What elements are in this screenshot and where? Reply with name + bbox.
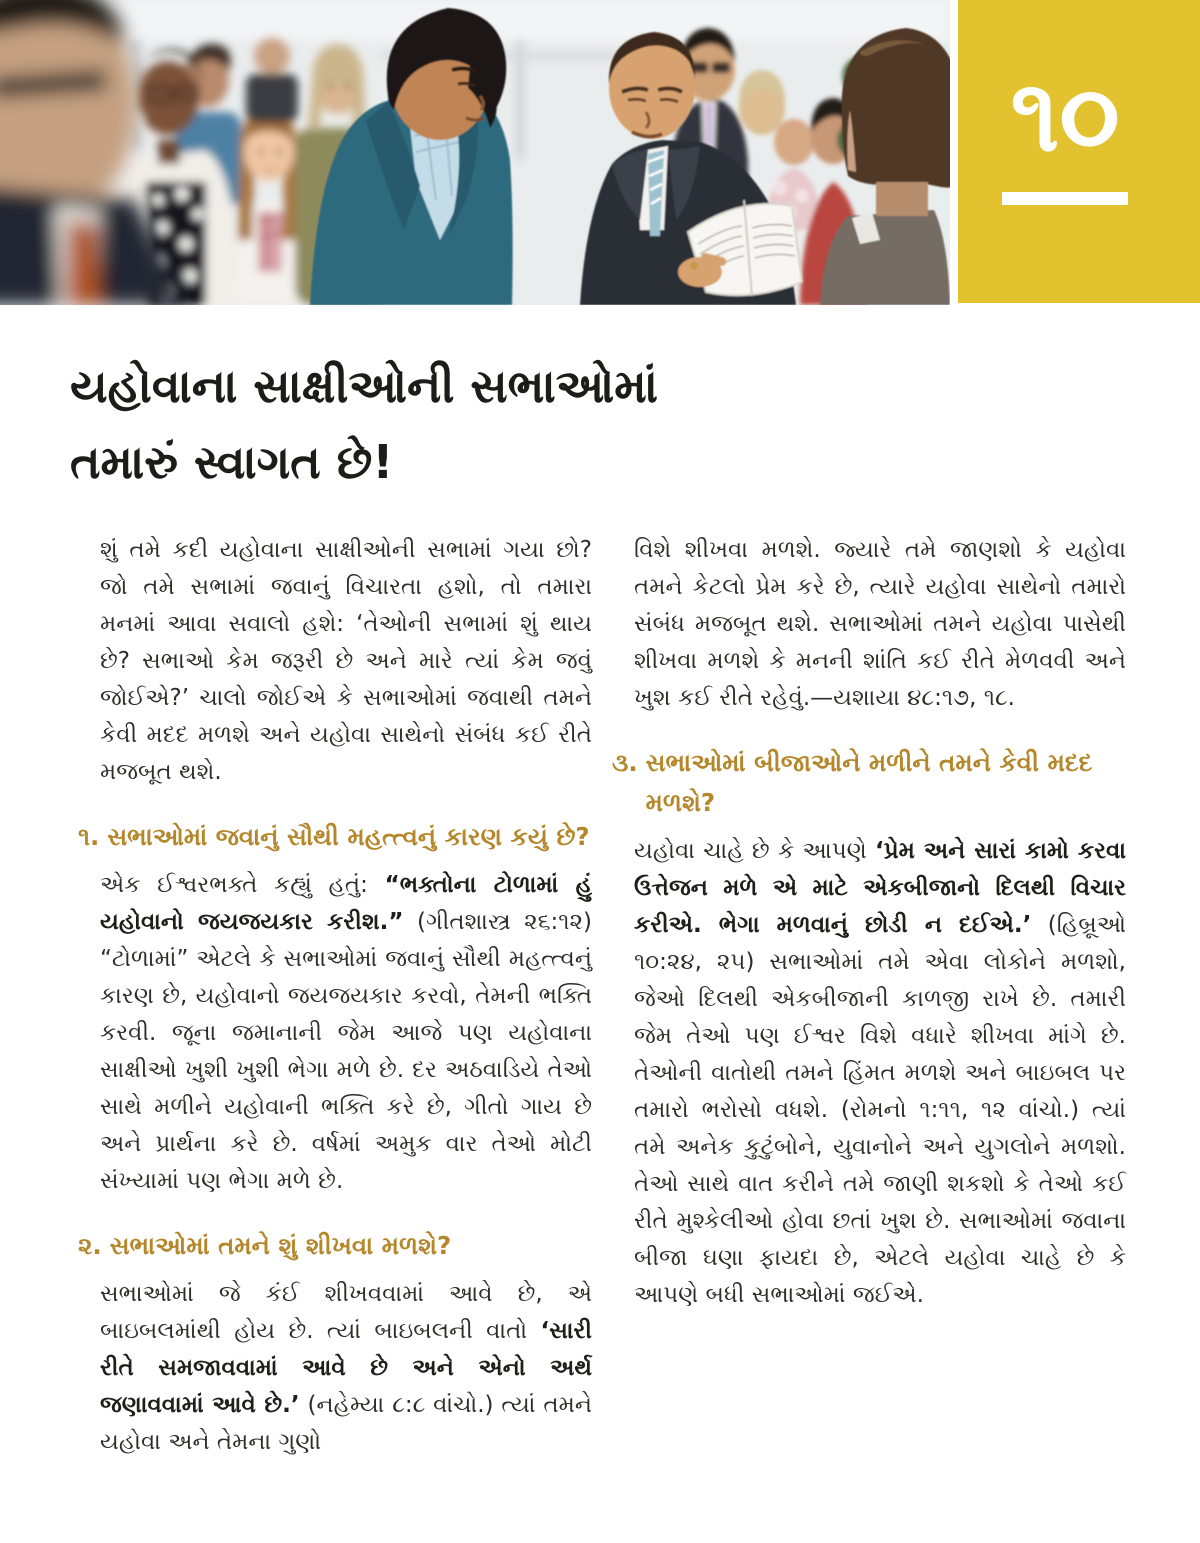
lesson-number: ૧૦ (1010, 57, 1120, 174)
paragraph-text: શું તમે કદી યહોવાના સાક્ષીઓની સભામાં ગયા છો? જો તમે સભામાં જવાનું વિચારતા હશો, તો તમારા મનમાં આવા સવાલો હશે: ‘તેઓની સભામાં શું થાય છે? સભાઓ કેમ જરૂરી છે અને મારે ત્યાં કેમ જવું જોઈએ?’ ચાલો જોઈએ કે સભાઓમાં જવાથી તમને કેવી મદદ મળશે અને યહોવા સાથેનો સંબંધ કઈ રીતે મજબૂત થશે. (100, 537, 592, 785)
section-number: ૨. (78, 1231, 102, 1260)
body-paragraph (634, 532, 1126, 717)
right-column (612, 532, 1126, 1314)
blonde-woman (739, 70, 785, 135)
intro-paragraph (100, 532, 592, 791)
bold-scripture-quote: ‘સારી રીતે સમજાવવામાં આવે છે અને એનો અર્થ જણાવવામાં આવે છે.’ (100, 1318, 592, 1418)
section-number: ૩. (612, 748, 638, 777)
paragraph-text: વિશે શીખવા મળશે. જ્યારે તમે જાણશો કે યહોવા તમને કેટલો પ્રેમ કરે છે, ત્યારે યહોવા સાથેનો તમારો સંબંધ મજબૂત થશે. સભાઓમાં તમને યહોવા પાસેથી શીખવા મળશે કે મનની શાંતિ કઈ રીતે મેળવવી અને ખુશ કઈ રીતે રહેવું.—યશાયા ૪૮:૧૭, ૧૮. (634, 537, 1126, 711)
body-paragraph (100, 1276, 592, 1461)
paragraph-text: (નહેમ્યા ૮:૮ વાંચો.) ત્યાં તમને યહોવા અને તેમના ગુણો (100, 1392, 592, 1455)
section-heading-text: સભાઓમાં જવાનું સૌથી મહત્ત્વનું કારણ કયું છે? (107, 822, 590, 851)
bold-scripture-quote: “ભક્તોના ટોળામાં હું યહોવાનો જયજયકાર કરીશ.” (100, 872, 592, 935)
body-paragraph (634, 833, 1126, 1314)
paragraph-text: (ગીતશાસ્ત્ર ૨૬:૧૨) “ટોળામાં” એટલે કે સભાઓમાં જવાનું સૌથી મહત્ત્વનું કારણ છે, યહોવાનો જયજયકાર કરવો, તેમની ભક્તિ કરવી. જૂના જમાનાની જેમ આજે પણ યહોવાના સાક્ષીઓ ખુશી ખુશી ભેગા મળે છે. દર અઠવાડિયે તેઓ સાથે મળીને યહોવાની ભક્તિ કરે છે, ગીતો ગાય છે અને પ્રાર્થના કરે છે. વર્ષમાં અમુક વાર તેઓ મોટી સંખ્યામાં પણ ભેગા મળે છે. (100, 909, 592, 1194)
section-heading (612, 743, 1126, 823)
bold-scripture-quote: ‘પ્રેમ અને સારાં કામો કરવા ઉત્તેજન મળે એ માટે એકબીજાનો દિલથી વિચાર કરીએ. ભેગા મળવાનું છોડી ન દઈએ.’ (634, 838, 1126, 938)
paragraph-text: યહોવા ચાહે છે કે આપણે (634, 838, 875, 864)
section-number: ૧. (78, 822, 100, 851)
section-heading (78, 1226, 592, 1266)
body-paragraph (100, 867, 592, 1200)
paragraph-text: એક ઈશ્વરભક્તે કહ્યું હતું: (100, 872, 385, 898)
section-heading-text: સભાઓમાં તમને શું શીખવા મળશે? (109, 1231, 452, 1260)
page-title (70, 348, 930, 500)
title-line-2: તમારું સ્વાગત છે! (70, 435, 394, 489)
lesson-badge (958, 0, 1200, 303)
paragraph-text: સભાઓમાં જે કંઈ શીખવવામાં આવે છે, એ બાઇબલમાંથી હોય છે. ત્યાં બાઇબલની વાતો (100, 1281, 592, 1344)
lesson-number-underline (1002, 192, 1128, 205)
congregation-photo (0, 0, 950, 305)
title-line-1: યહોવાના સાક્ષીઓની સભાઓમાં (70, 359, 658, 413)
section-heading-text: સભાઓમાં બીજાઓને મળીને તમને કેવી મદદ મળશે? (645, 748, 1093, 817)
paragraph-text: (હિબ્રૂઓ ૧૦:૨૪, ૨૫) સભાઓમાં તમે એવા લોકોને મળશો, જેઓ દિલથી એકબીજાની કાળજી રાખે છે. તમારી જેમ તેઓ પણ ઈશ્વર વિશે વધારે શીખવા માંગે છે. તેઓની વાતોથી તમને હિંમત મળશે અને બાઇબલ પર તમારો ભરોસો વધશે. (રોમનો ૧:૧૧, ૧૨ વાંચો.) ત્યાં તમે અનેક કુટુંબોને, યુવાનોને અને યુગલોને મળશો. તેઓ સાથે વાત કરીને તમે જાણી શકશો કે તેઓ કઈ રીતે મુશ્કેલીઓ હોવા છતાં ખુશ છે. સભાઓમાં જવાના બીજા ઘણા ફાયદા છે, એટલે યહોવા ચાહે છે કે આપણે બધી સભાઓમાં જઈએ. (634, 912, 1126, 1308)
hero-photo-wrap (0, 0, 950, 305)
left-column (78, 532, 592, 1461)
section-heading (78, 817, 592, 857)
